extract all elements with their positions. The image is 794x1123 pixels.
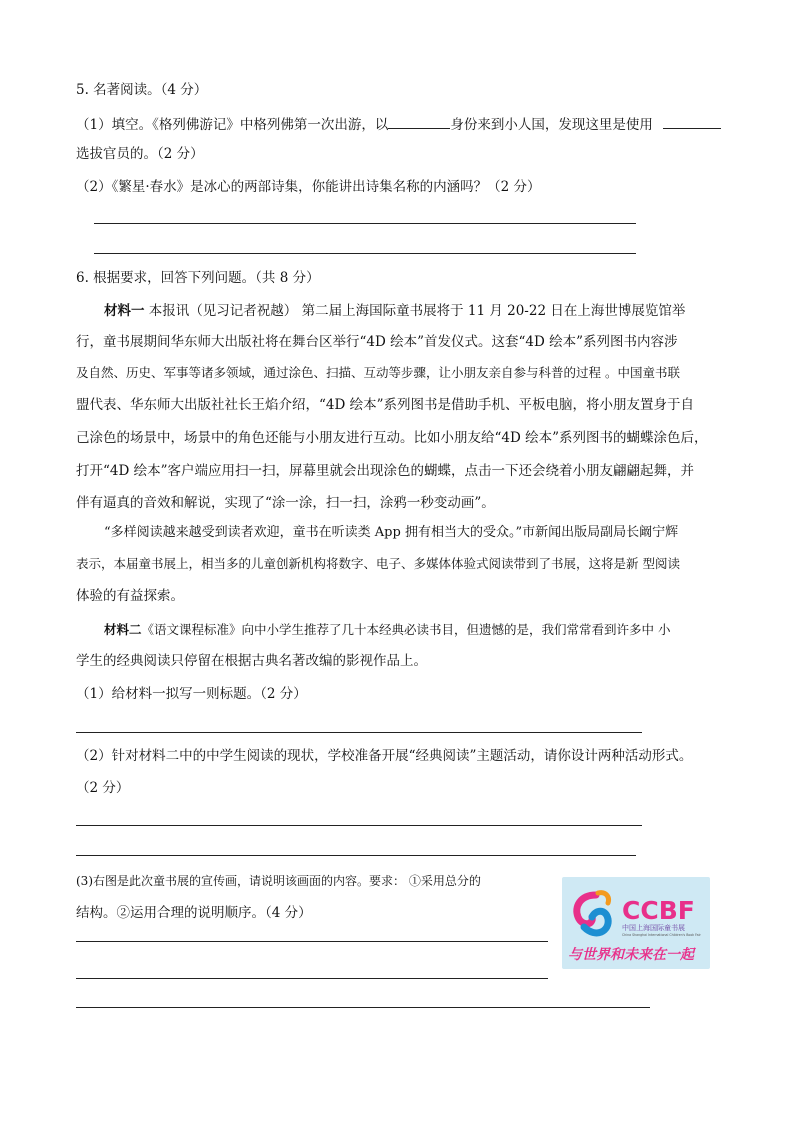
- material1-line3: 及自然、历史、军事等诸多领域，通过涂色、扫描、互动等步骤，让小朋友亲自参与科普的过程 。中国童书联: [76, 365, 680, 380]
- material1-line4: 盟代表、华东师大出版社社长王焰介绍，“4D 绘本”系列图书是借助手机、平板电脑，将小朋友置身于自: [76, 397, 695, 413]
- q6-sub1: （1）给材料一拟写一则标题。（2 分）: [76, 686, 307, 702]
- logo-slogan: 与世界和未来在一起: [568, 947, 694, 963]
- q5-heading: 5. 名著阅读。（4 分）: [76, 82, 208, 98]
- material2-label: 材料二: [104, 622, 142, 637]
- answer-line[interactable]: [94, 223, 636, 224]
- logo-en-name: China Shanghai International Children's Book Fair: [622, 933, 701, 937]
- material1-label: 材料一: [104, 303, 145, 319]
- answer-line[interactable]: [94, 253, 636, 254]
- q6-sub3-line2: 结构。②运用合理的说明顺序。（4 分）: [76, 905, 312, 921]
- material1-line2: 行，童书展期间华东师大出版社将在舞台区举行“4D 绘本”首发仪式。这套“4D 绘本”系列图书内容涉: [76, 334, 678, 350]
- material1-line7: 伴有逼真的音效和解说，实现了“涂一涂，扫一扫，涂鸦一秒变动画”。: [76, 495, 495, 511]
- logo-brand-text: CCBF: [622, 896, 695, 925]
- answer-line[interactable]: [76, 855, 636, 856]
- material1-line1: 材料一 本报讯（见习记者祝越） 第二届上海国际童书展将于 11 月 20-22 日在上海世博展览馆举: [104, 303, 686, 319]
- q5-part1-text-b: 身份来到小人国，发现这里是使用: [450, 117, 653, 133]
- answer-line[interactable]: [76, 941, 548, 942]
- answer-line[interactable]: [76, 978, 548, 979]
- material1-line9: 表示，本届童书展上，相当多的儿童创新机构将数字、电子、多媒体体验式阅读带到了书展，这将是新 型阅读: [76, 556, 680, 571]
- answer-line[interactable]: [76, 1007, 650, 1008]
- q5-part1-line1: [76, 114, 721, 135]
- material2-line2: 学生的经典阅读只停留在根据古典名著改编的影视作品上。: [76, 653, 427, 669]
- ccbf-logo-graphic: [562, 877, 710, 969]
- logo-cn-name: 中国上海国际童书展: [622, 924, 685, 932]
- material1-line8: “多样阅读越来越受到读者欢迎，童书在听读类 App 拥有相当大的受众。”市新闻出版局副局长阚宁辉: [104, 525, 679, 540]
- q5-blank-identity[interactable]: [388, 114, 450, 129]
- answer-line[interactable]: [76, 732, 642, 733]
- q6-sub2-line2: （2 分）: [76, 780, 130, 796]
- material1-line6: 打开“4D 绘本”客户端应用扫一扫，屏幕里就会出现涂色的蝴蝶，点击一下还会绕着小朋友翩翩起舞，并: [76, 463, 695, 479]
- ccbf-poster-logo: [562, 877, 710, 969]
- material1-line10: 体验的有益探索。: [76, 588, 184, 604]
- q5-part1-text-a: （1）填空。《格列佛游记》中格列佛第一次出游，以: [76, 117, 389, 133]
- q6-heading: 6. 根据要求，回答下列问题。（共 8 分）: [76, 270, 320, 286]
- q5-blank-method[interactable]: [663, 114, 721, 129]
- material1-line5: 己涂色的场景中，场景中的角色还能与小朋友进行互动。比如小朋友给“4D 绘本”系列图书的蝴蝶涂色后，: [76, 430, 708, 446]
- material2-line1: 材料二《语文课程标准》向中小学生推荐了几十本经典必读书目，但遗憾的是，我们常常看到许多中 小: [104, 622, 671, 637]
- q6-sub3-line1: (3)右图是此次童书展的宣传画，请说明该画面的内容。要求： ①采用总分的: [76, 874, 481, 888]
- q5-part1-line2: 选拔官员的。（2 分）: [76, 146, 204, 162]
- q6-sub2-line1: （2）针对材料二中的中学生阅读的现状，学校准备开展“经典阅读”主题活动，请你设计两种活动形式。: [76, 748, 693, 764]
- q5-part2: （2）《繁星·春水》是冰心的两部诗集，你能讲出诗集名称的内涵吗？（2 分）: [76, 179, 541, 195]
- answer-line[interactable]: [76, 825, 642, 826]
